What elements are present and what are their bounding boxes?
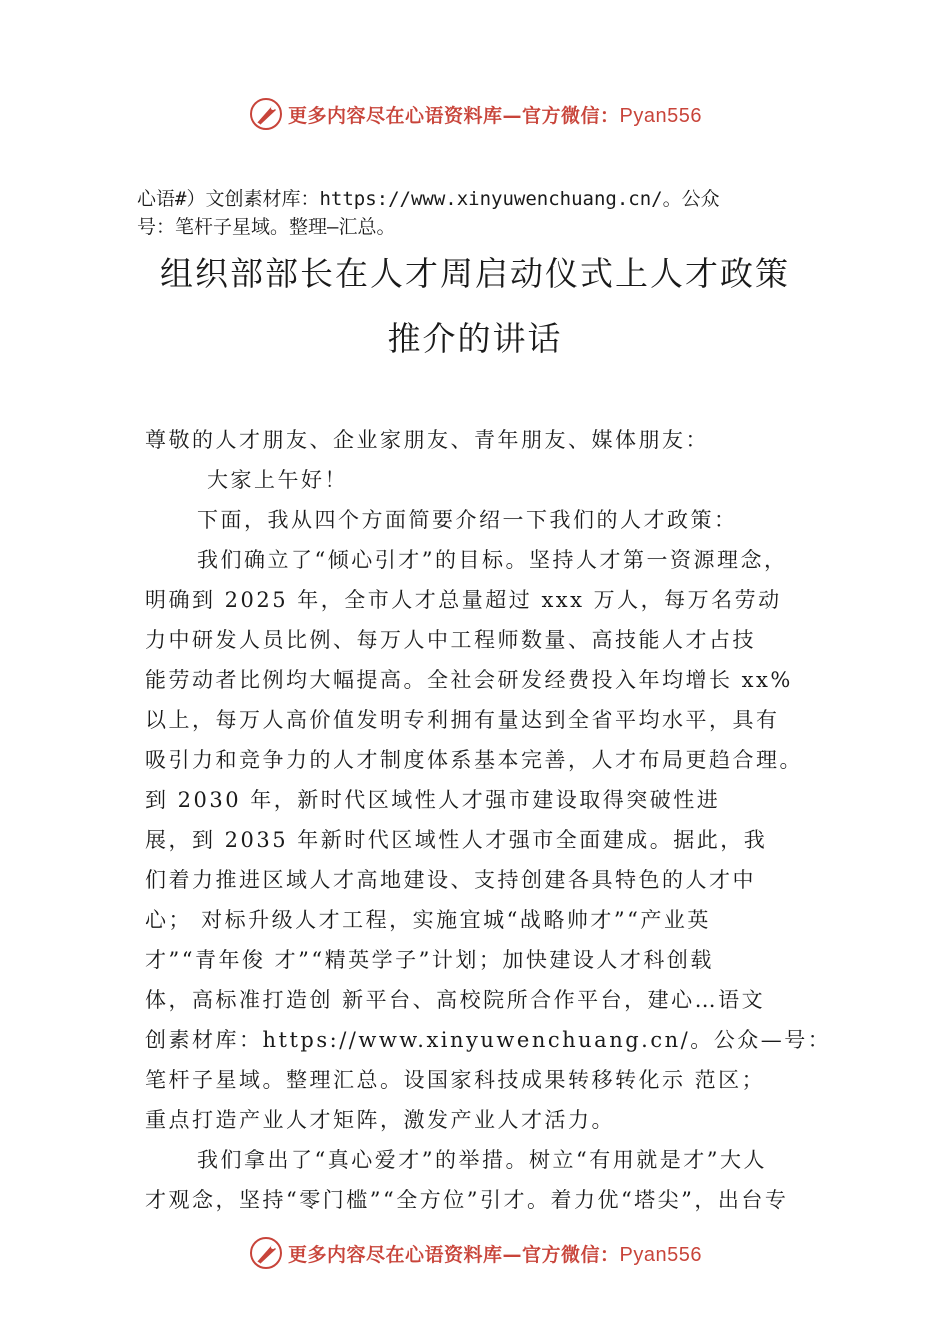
body-line: 尊敬的人才朋友、企业家朋友、青年朋友、媒体朋友： — [145, 428, 709, 452]
body-line: 心； 对标升级人才工程，实施宜城“战略帅才”“产业英 — [145, 908, 711, 932]
body-line: 明确到 2025 年，全市人才总量超过 xxx 万人，每万名劳动 — [145, 588, 782, 612]
footer-banner — [0, 1233, 950, 1273]
body-line: 力中研发人员比例、每万人中工程师数量、高技能人才占技 — [145, 628, 756, 652]
body-line: 创素材库：https://www.xinyuwenchuang.cn/。公众—号： — [145, 1028, 832, 1052]
body-line: 们着力推进区域人才高地建设、支持创建各具特色的人才中 — [145, 868, 756, 892]
banner-text: 更多内容尽在心语资料库—官方微信：Pyan556 — [288, 1243, 702, 1266]
body-line: 我们确立了“倾心引才”的目标。坚持人才第一资源理念， — [197, 548, 788, 572]
pen-nib-logo-icon — [248, 96, 284, 132]
source-note-line: 号：笔杆子星域。整理—汇总。 — [137, 216, 396, 238]
body-line: 能劳动者比例均大幅提高。全社会研发经费投入年均增长 xx% — [145, 668, 793, 692]
header-banner — [0, 94, 950, 134]
source-note — [137, 185, 837, 241]
body-line: 才观念，坚持“零门槛”“全方位”引才。着力优“塔尖”，出台专 — [145, 1188, 789, 1212]
body-line: 重点打造产业人才矩阵，激发产业人才活力。 — [145, 1108, 615, 1132]
body-line: 展，到 2035 年新时代区域性人才强市全面建成。据此，我 — [145, 828, 768, 852]
source-note-line: 心语#）文创素材库：https://www.xinyuwenchuang.cn/。公众 — [137, 188, 720, 210]
banner-text: 更多内容尽在心语资料库—官方微信：Pyan556 — [288, 104, 702, 127]
body-line: 体，高标准打造创 新平台、高校院所合作平台，建心…语文 — [145, 988, 766, 1012]
body-line: 大家上午好！ — [207, 468, 348, 492]
page-title-line-2: 推介的讲话 — [387, 319, 563, 358]
body-line: 我们拿出了“真心爱才”的举措。树立“有用就是才”大人 — [197, 1148, 767, 1172]
body-line: 以上，每万人高价值发明专利拥有量达到全省平均水平，具有 — [145, 708, 780, 732]
body-line: 下面，我从四个方面简要介绍一下我们的人才政策： — [197, 508, 738, 532]
body-line: 吸引力和竞争力的人才制度体系基本完善，人才布局更趋合理。 — [145, 748, 803, 772]
speech-body — [145, 420, 845, 1220]
body-line: 才”“青年俊 才”“精英学子”计划；加快建设人才科创载 — [145, 948, 714, 972]
body-line: 到 2030 年，新时代区域性人才强市建设取得突破性进 — [145, 788, 721, 812]
pen-nib-logo-icon — [248, 1235, 284, 1271]
page-title-line-1: 组织部部长在人才周启动仪式上人才政策 — [160, 254, 790, 293]
body-line: 笔杆子星域。整理汇总。设国家科技成果转移转化示 范区； — [145, 1068, 766, 1092]
